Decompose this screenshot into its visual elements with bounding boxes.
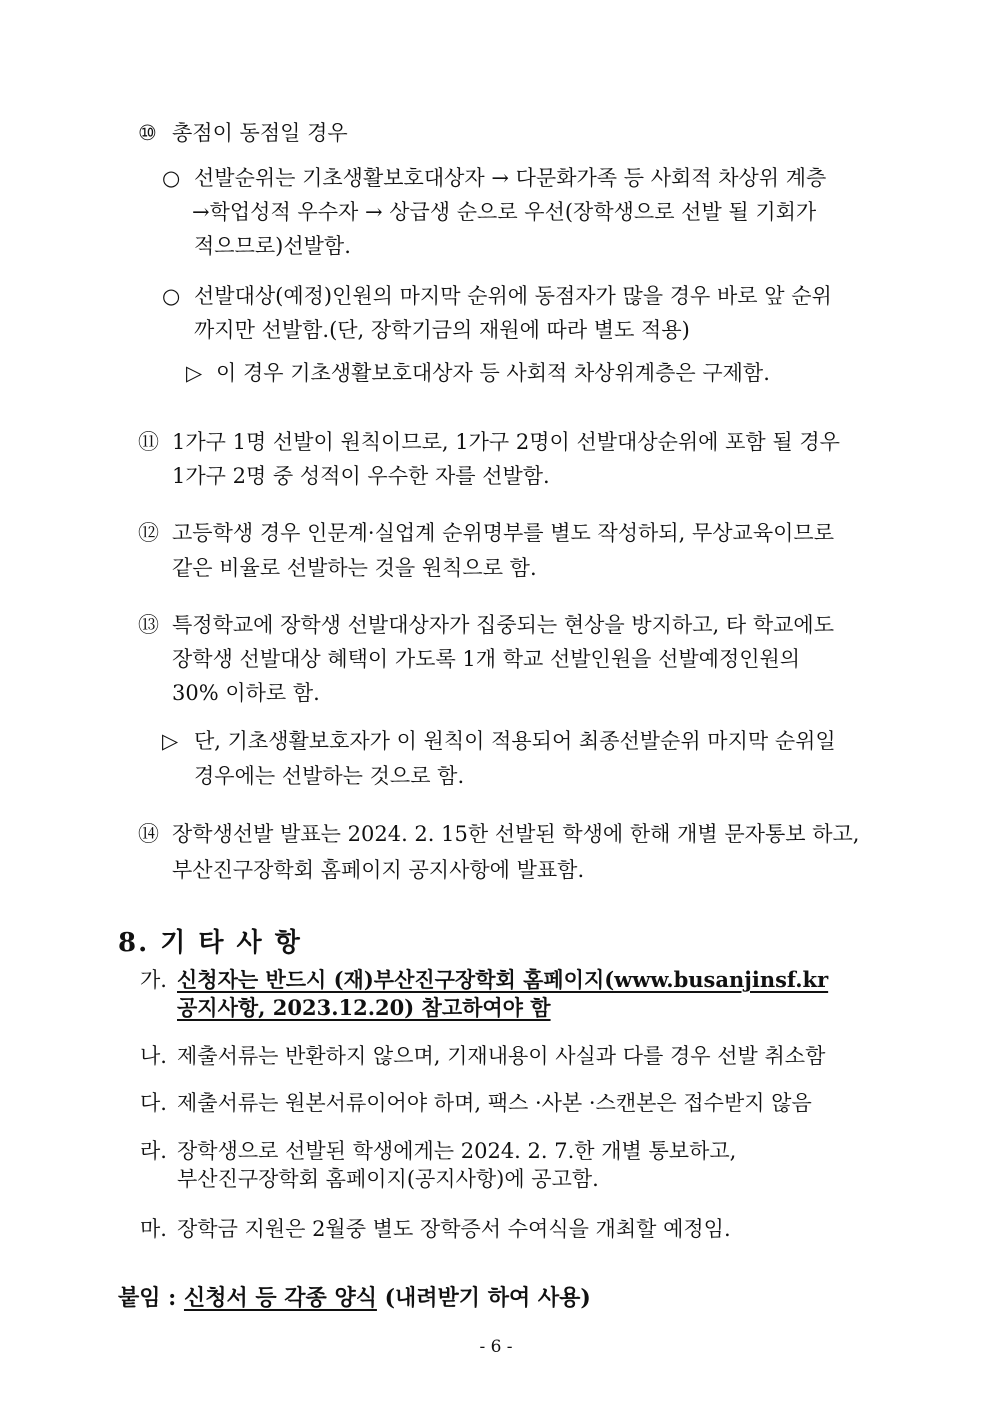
section-8-b-marker: 나. — [140, 1044, 167, 1068]
item-14-line-2: 부산진구장학회 홈페이지 공지사항에 발표함. — [172, 858, 585, 882]
attachment-label: 붙임 : — [118, 1285, 184, 1311]
item-10-bullet-1-line-2: →학업성적 우수자 → 상급생 순으로 우선(장학생으로 선발 될 기회가 — [192, 200, 817, 224]
section-8-d-marker: 라. — [140, 1139, 167, 1163]
section-8-b-text: 제출서류는 반환하지 않으며, 기재내용이 사실과 다를 경우 선발 취소함 — [177, 1044, 826, 1068]
page-number: - 6 - — [479, 1337, 513, 1357]
item-12-line-2: 같은 비율로 선발하는 것을 원칙으로 함. — [172, 556, 537, 580]
section-8-d-line-1: 장학생으로 선발된 학생에게는 2024. 2. 7.한 개별 통보하고, — [177, 1139, 737, 1163]
section-8-a-line-1: 신청자는 반드시 (재)부산진구장학회 홈페이지(www.busanjinsf.kr — [177, 967, 829, 992]
item-12-marker: ⑫ — [138, 521, 159, 545]
attachment-line — [118, 1283, 591, 1313]
item-10-bullet-1-line-3: 적으므로)선발함. — [194, 234, 351, 258]
item-14-marker: ⑭ — [138, 822, 159, 846]
attachment-suffix: (내려받기 하여 사용) — [376, 1285, 591, 1311]
item-10-marker: ⑩ — [138, 121, 157, 145]
section-8-heading: 8. 기 타 사 항 — [118, 928, 302, 958]
item-13-line-2: 장학생 선발대상 혜택이 가도록 1개 학교 선발인원을 선발예정인원의 — [172, 647, 801, 671]
item-13-note-marker: ▷ — [162, 729, 179, 753]
item-10-title: 총점이 동점일 경우 — [172, 121, 348, 145]
item-11-line-1: 1가구 1명 선발이 원칙이므로, 1가구 2명이 선발대상순위에 포함 될 경우 — [172, 430, 840, 454]
section-8-e-marker: 마. — [140, 1217, 167, 1241]
item-10-note-marker: ▷ — [186, 361, 203, 385]
item-11-marker: ⑪ — [138, 430, 159, 454]
item-12-line-1: 고등학생 경우 인문계·실업계 순위명부를 별도 작성하되, 무상교육이므로 — [172, 521, 834, 545]
section-8-c-marker: 다. — [140, 1091, 167, 1115]
item-13-line-3: 30% 이하로 함. — [172, 681, 320, 705]
item-14-line-1: 장학생선발 발표는 2024. 2. 15한 선발된 학생에 한해 개별 문자통보 하고, — [172, 822, 860, 846]
section-8-c-text: 제출서류는 원본서류이어야 하며, 팩스 ·사본 ·스캔본은 접수받지 않음 — [177, 1091, 812, 1115]
item-13-marker: ⑬ — [138, 613, 159, 637]
section-8-a-marker: 가. — [140, 968, 167, 992]
item-10-bullet-2-line-1: 선발대상(예정)인원의 마지막 순위에 동점자가 많을 경우 바로 앞 순위 — [194, 284, 832, 308]
item-13-line-1: 특정학교에 장학생 선발대상자가 집중되는 현상을 방지하고, 타 학교에도 — [172, 613, 834, 637]
item-11-line-2: 1가구 2명 중 성적이 우수한 자를 선발함. — [172, 464, 550, 488]
item-13-note-line-1: 단, 기초생활보호자가 이 원칙이 적용되어 최종선발순위 마지막 순위일 — [194, 729, 836, 753]
section-8-e-text: 장학금 지원은 2월중 별도 장학증서 수여식을 개최할 예정임. — [177, 1217, 731, 1241]
section-8-a-line-2: 공지사항, 2023.12.20) 참고하여야 함 — [177, 995, 551, 1020]
item-10-note-text: 이 경우 기초생활보호대상자 등 사회적 차상위계층은 구제함. — [216, 361, 770, 385]
item-13-note-line-2: 경우에는 선발하는 것으로 함. — [194, 764, 465, 788]
item-10-bullet-1-line-1: 선발순위는 기초생활보호대상자 → 다문화가족 등 사회적 차상위 계층 — [194, 166, 827, 190]
attachment-forms-link[interactable]: 신청서 등 각종 양식 — [183, 1285, 377, 1311]
item-10-bullet-1-marker: ○ — [162, 166, 181, 190]
item-10-bullet-2-marker: ○ — [162, 284, 181, 308]
item-10-bullet-2-line-2: 까지만 선발함.(단, 장학기금의 재원에 따라 별도 적용) — [194, 318, 690, 342]
section-8-d-line-2: 부산진구장학회 홈페이지(공지사항)에 공고함. — [177, 1167, 599, 1191]
